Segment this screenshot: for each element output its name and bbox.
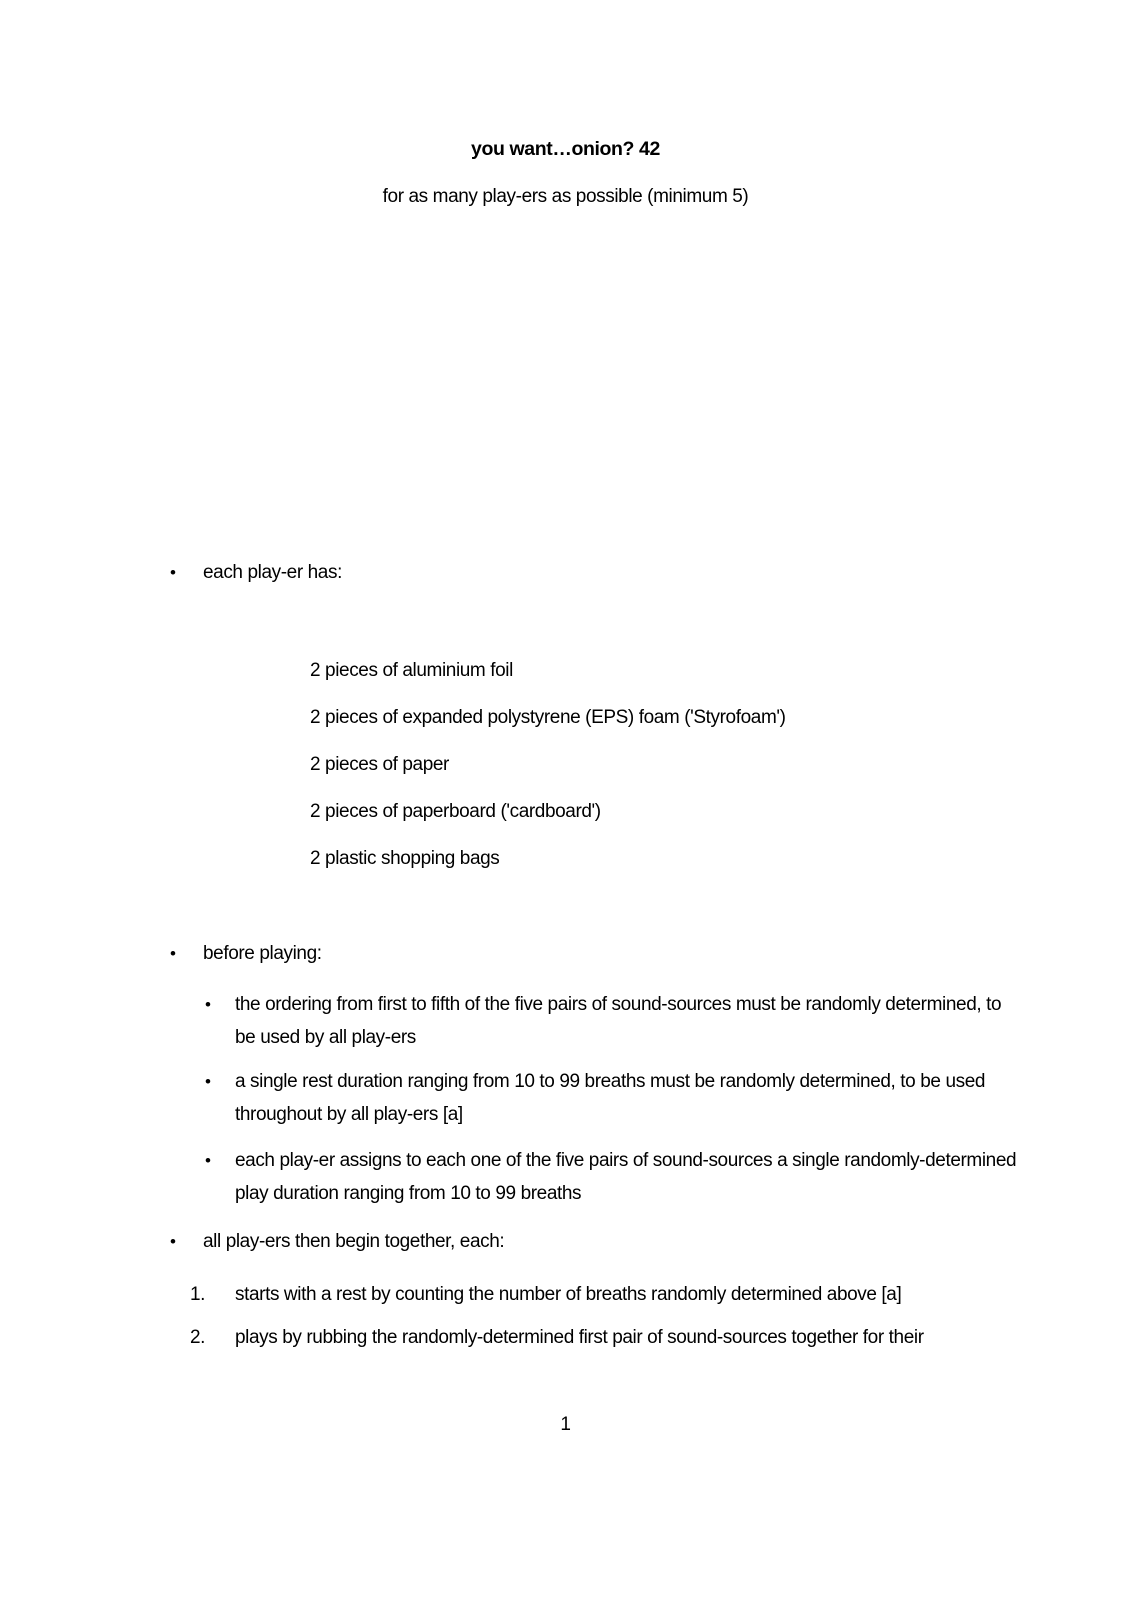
page-number: 1	[560, 1414, 571, 1435]
bullet-item-label: each play-er has:	[203, 562, 342, 583]
bullet-icon: •	[205, 1151, 211, 1170]
material-item: 2 pieces of aluminium foil	[310, 660, 513, 681]
bullet-icon: •	[205, 1072, 211, 1091]
sub-bullet-item	[0, 988, 1131, 1054]
bullet-icon: •	[170, 944, 176, 963]
bullet-item-each-player-has	[0, 556, 1131, 589]
material-item: 2 plastic shopping bags	[310, 848, 500, 869]
document-title: you want…onion? 42	[471, 138, 660, 160]
sub-bullet-text: a single rest duration ranging from 10 to 99 breaths must be randomly determined, to be used throughout by all play-ers [a]	[235, 1071, 986, 1125]
sub-bullet-item	[0, 1065, 1131, 1131]
list-number: 2.	[190, 1327, 206, 1348]
bullet-icon: •	[170, 563, 176, 582]
material-item: 2 pieces of paper	[310, 754, 449, 775]
bullet-item-label: before playing:	[203, 943, 322, 964]
numbered-item-text: starts with a rest by counting the number of breaths randomly determined above [a]	[235, 1284, 902, 1305]
bullet-item-begin-together	[0, 1225, 1131, 1258]
material-item: 2 pieces of expanded polystyrene (EPS) foam ('Styrofoam')	[310, 707, 786, 728]
material-item: 2 pieces of paperboard ('cardboard')	[310, 801, 601, 822]
bullet-item-label: all play-ers then begin together, each:	[203, 1231, 505, 1252]
list-number: 1.	[190, 1284, 206, 1305]
bullet-icon: •	[205, 995, 211, 1014]
sub-bullet-text: each play-er assigns to each one of the five pairs of sound-sources a single randomly-determined play duration ranging from 10 to 99 breaths	[235, 1150, 1017, 1204]
document-subtitle: for as many play-ers as possible (minimum 5)	[382, 186, 749, 207]
sub-bullet-item	[0, 1144, 1131, 1210]
bullet-icon: •	[170, 1232, 176, 1251]
numbered-item	[0, 1321, 1131, 1354]
bullet-item-before-playing	[0, 937, 1131, 970]
numbered-item-text: plays by rubbing the randomly-determined first pair of sound-sources together for their	[235, 1327, 924, 1348]
sub-bullet-text: the ordering from first to fifth of the five pairs of sound-sources must be randomly determined, to be used by all play-ers	[235, 994, 1002, 1048]
numbered-item	[0, 1278, 1131, 1311]
